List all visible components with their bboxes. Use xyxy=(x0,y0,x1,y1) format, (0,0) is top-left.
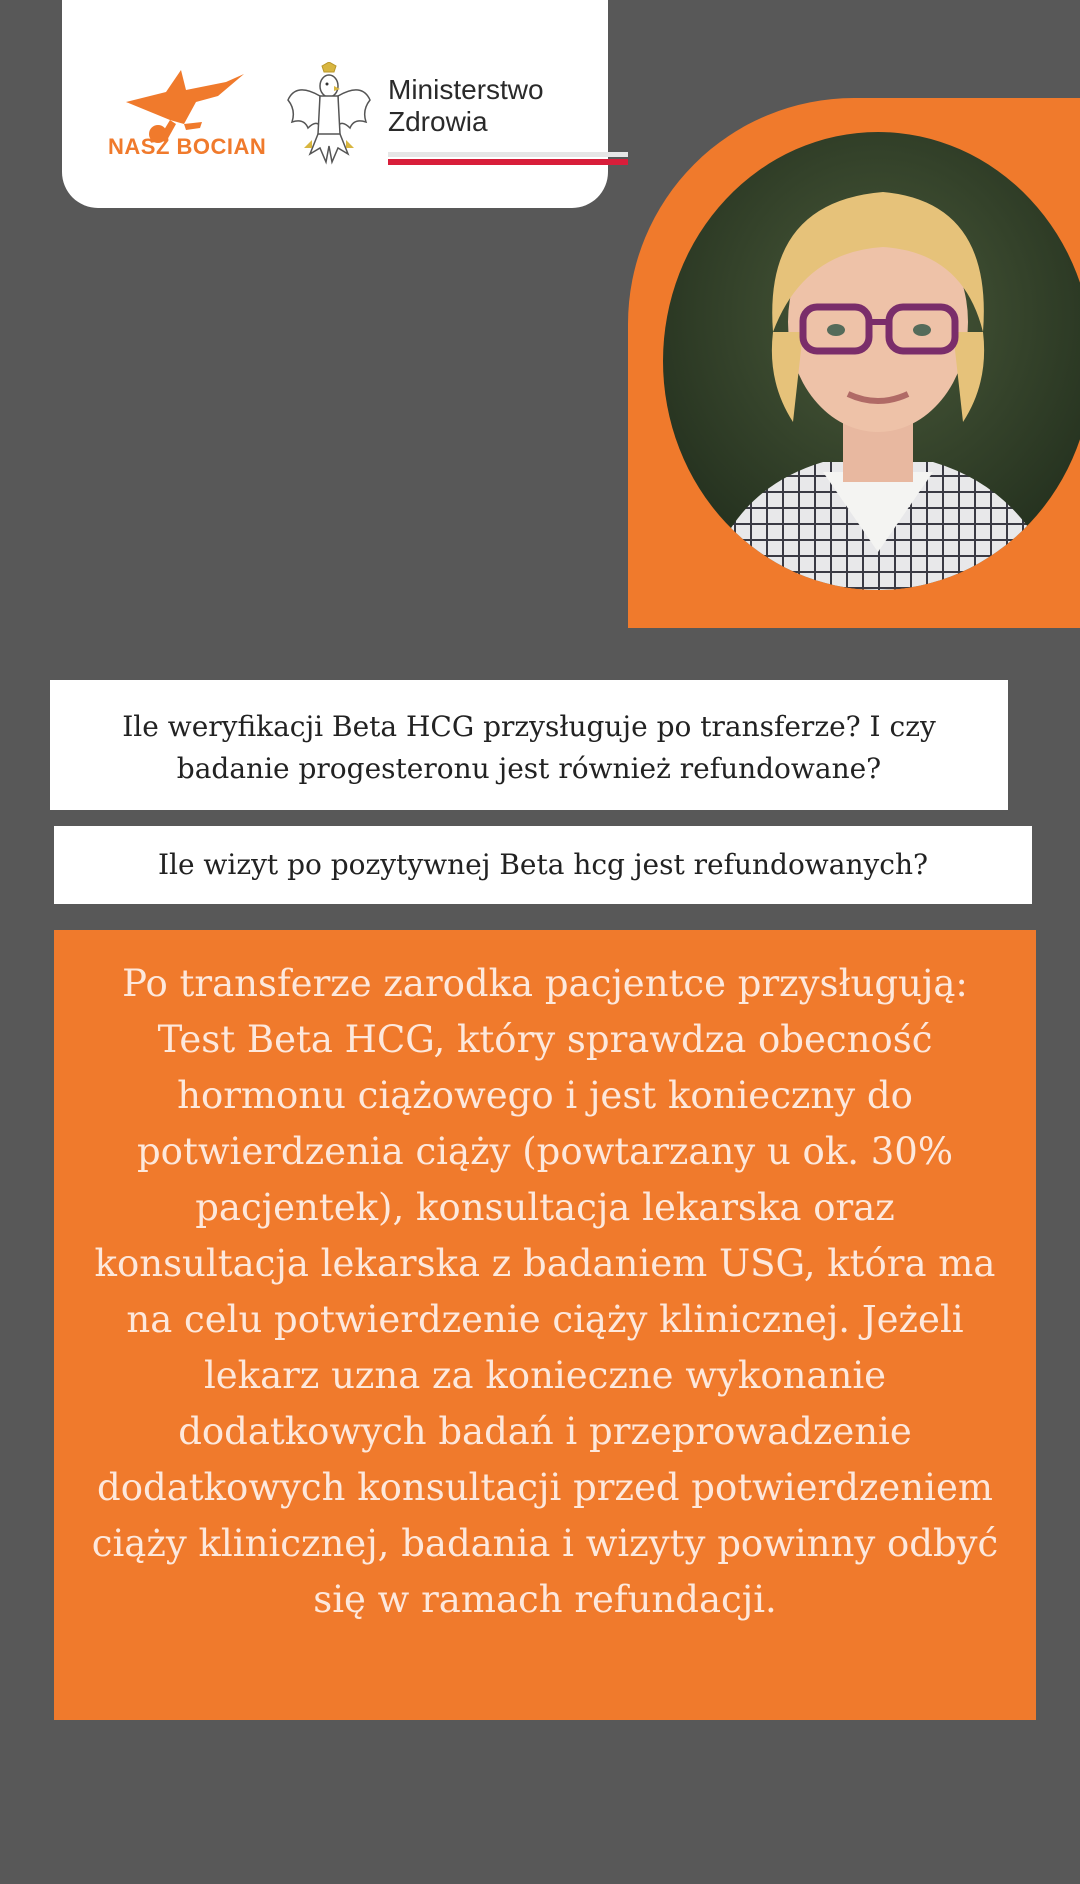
polish-eagle-emblem-icon xyxy=(286,62,372,170)
partner-logos-card xyxy=(62,0,608,208)
flag-stripe-white xyxy=(388,152,628,157)
ministry-of-health-logo-text xyxy=(388,74,544,138)
answer-box: Po transferze zarodka pacjentce przysługują: Test Beta HCG, który sprawdza obecność hormonu ciążowego i jest konieczny do potwierdzenia ciąży (powtarzany u ok. 30% pacjentek), konsultacja lekarska oraz konsultacja lekarska z badaniem USG, która ma na celu potwierdzenie ciąży klinicznej. Jeżeli lekarz uzna za konieczne wykonanie dodatkowych badań i przeprowadzenie dodatkowych konsultacji przed potwierdzeniem ciąży klinicznej, badania i wizyty powinny odbyć się w ramach refundacji. xyxy=(54,930,1036,1720)
question-1-box: Ile weryfikacji Beta HCG przysługuje po transferze? I czy badanie progesteronu jest również refundowane? xyxy=(50,680,1008,810)
expert-portrait-photo xyxy=(663,132,1080,590)
portrait-illustration xyxy=(663,132,1080,590)
ministry-line-2: Zdrowia xyxy=(388,106,488,137)
ministry-line-1: Ministerstwo xyxy=(388,74,544,105)
flag-stripe-red xyxy=(388,159,628,165)
question-2-box: Ile wizyt po pozytywnej Beta hcg jest refundowanych? xyxy=(54,826,1032,904)
nasz-bocian-logo-text: NASZ BOCIAN xyxy=(108,134,267,159)
